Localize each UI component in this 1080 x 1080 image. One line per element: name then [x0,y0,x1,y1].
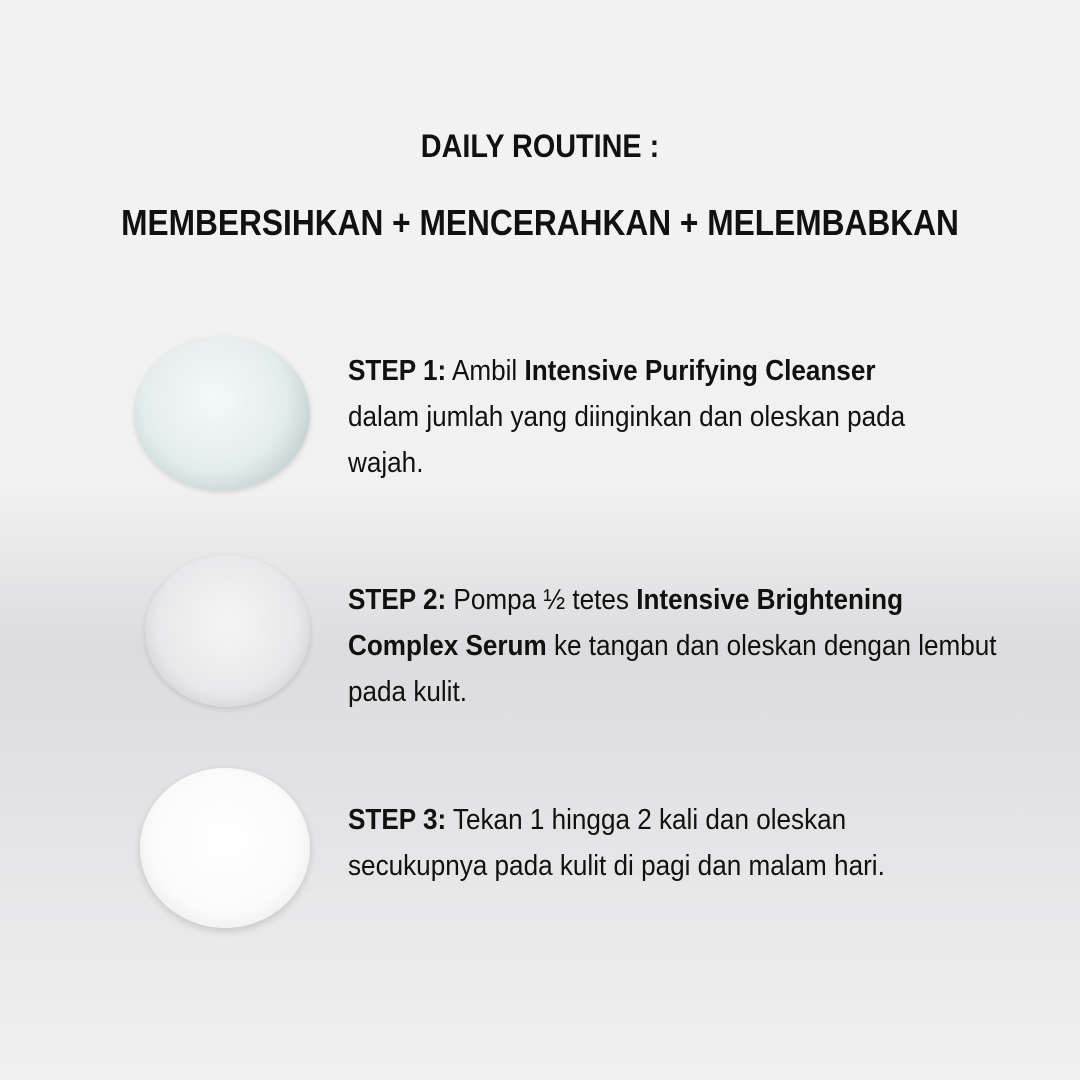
step-2 [348,577,1014,715]
product-name: Intensive Brightening Complex Serum [348,584,904,662]
step-text: ke tangan dan oleskan dengan lembut pada kulit. [348,630,997,708]
cream-swatch [140,768,310,928]
step-text: Pompa ½ tetes [446,584,637,616]
step-text: Ambil [446,355,525,387]
step-1 [348,348,996,486]
step-text: Tekan 1 hingga 2 kali dan oleskan secukupnya pada kulit di pagi dan malam hari. [348,804,885,882]
step-label: STEP 1: [348,355,447,387]
step-label: STEP 2: [348,584,447,616]
subtitle: MEMBERSIHKAN + MENCERAHKAN + MELEMBABKAN [121,202,959,243]
title: DAILY ROUTINE : [420,128,660,164]
step-text: dalam jumlah yang diinginkan dan oleskan pada wajah. [348,401,906,479]
cleanser-gel-swatch [135,337,310,490]
step-label: STEP 3: [348,804,447,836]
step-3 [348,797,978,889]
serum-swatch [145,555,310,707]
product-name: Intensive Purifying Cleanser [524,355,876,387]
